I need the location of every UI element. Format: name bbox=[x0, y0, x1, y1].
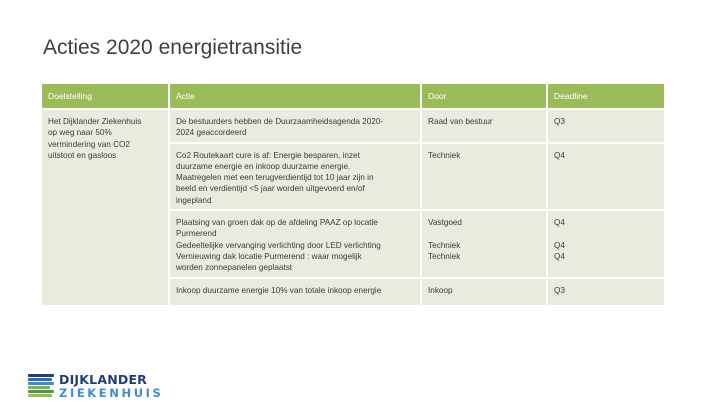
deadline-cell bbox=[548, 110, 664, 142]
dijklander-logo bbox=[28, 372, 168, 400]
deadline-line: Q4 bbox=[554, 240, 565, 250]
goal-line: vermindering van CO2 bbox=[48, 139, 130, 149]
actie-line: ingepland bbox=[176, 195, 212, 205]
actie-cell bbox=[170, 144, 420, 209]
actie-line: beeld en verdientijd <5 jaar worden uitgevoerd en/of bbox=[176, 184, 365, 194]
deadline-line: Q4 bbox=[554, 150, 565, 160]
actie-line: duurzame energie en inkoop duurzame energie. bbox=[176, 161, 351, 171]
actie-line: Inkoop duurzame energie 10% van totale inkoop energie bbox=[176, 285, 382, 295]
goal-line: uitstoot en gasloos bbox=[48, 150, 117, 160]
actie-line: worden zonnepanelen geplaatst bbox=[176, 263, 293, 273]
actie-line: Co2 Routekaart cure is af: Energie besparen, inzet bbox=[176, 150, 360, 160]
deadline-cell bbox=[548, 211, 664, 276]
header-deadline: Deadline bbox=[548, 84, 664, 108]
deadline-line: Q4 bbox=[554, 218, 565, 228]
door-line: Raad van bestuur bbox=[428, 117, 493, 126]
header-actie: Actie bbox=[170, 84, 420, 108]
actie-cell bbox=[170, 279, 420, 305]
logo-name: DIJKLANDER bbox=[59, 372, 148, 387]
logo-stripes-icon bbox=[28, 374, 54, 398]
actie-line: Gedeeltelijke vervanging verlichting door LED verlichting bbox=[176, 240, 381, 250]
door-line: Techniek bbox=[428, 150, 461, 160]
deadline-line: Q3 bbox=[554, 117, 565, 126]
actie-line: Plaatsing van groen dak op de afdeling PAAZ op locatie bbox=[176, 218, 378, 228]
actie-line: Maatregelen met een terugverdientijd tot 10 jaar zijn in bbox=[176, 173, 374, 183]
goal-line: op weg naar 50% bbox=[48, 128, 112, 138]
goal-cell bbox=[42, 110, 168, 305]
actie-line: De bestuurders hebben de Duurzaamheidsagenda 2020- bbox=[176, 117, 384, 126]
logo-stripe bbox=[28, 386, 50, 389]
actie-line: 2024 geaccordeerd bbox=[176, 128, 247, 138]
deadline-cell bbox=[548, 144, 664, 209]
actie-cell bbox=[170, 110, 420, 142]
actions-table bbox=[40, 82, 666, 307]
door-line: Techniek bbox=[428, 251, 461, 261]
actie-line: Purmerend bbox=[176, 229, 217, 239]
door-cell bbox=[422, 110, 546, 142]
deadline-line bbox=[554, 228, 658, 239]
logo-stripe bbox=[28, 390, 54, 393]
actie-cell bbox=[170, 211, 420, 276]
deadline-line: Q3 bbox=[554, 285, 565, 295]
logo-stripe bbox=[28, 378, 52, 381]
header-doelstelling: Doelstelling bbox=[42, 84, 168, 108]
logo-stripe bbox=[28, 382, 54, 385]
actie-line: Vernieuwing dak locatie Purmerend : waar mogelijk bbox=[176, 251, 362, 261]
deadline-line: Q4 bbox=[554, 251, 565, 261]
door-cell bbox=[422, 211, 546, 276]
door-cell bbox=[422, 144, 546, 209]
logo-stripe bbox=[28, 374, 54, 377]
door-cell bbox=[422, 279, 546, 305]
door-line bbox=[428, 228, 540, 239]
header-door: Door bbox=[422, 84, 546, 108]
table-row bbox=[42, 110, 664, 142]
deadline-cell bbox=[548, 279, 664, 305]
slide-title: Acties 2020 energietransitie bbox=[43, 36, 303, 59]
door-line: Techniek bbox=[428, 240, 461, 250]
door-line: Inkoop bbox=[428, 285, 453, 295]
logo-stripe bbox=[28, 394, 52, 397]
table-header-row bbox=[42, 84, 664, 108]
goal-line: Het Dijklander Ziekenhuis bbox=[48, 117, 142, 126]
logo-subtitle: ZIEKENHUIS bbox=[59, 386, 164, 400]
door-line: Vastgoed bbox=[428, 218, 462, 228]
